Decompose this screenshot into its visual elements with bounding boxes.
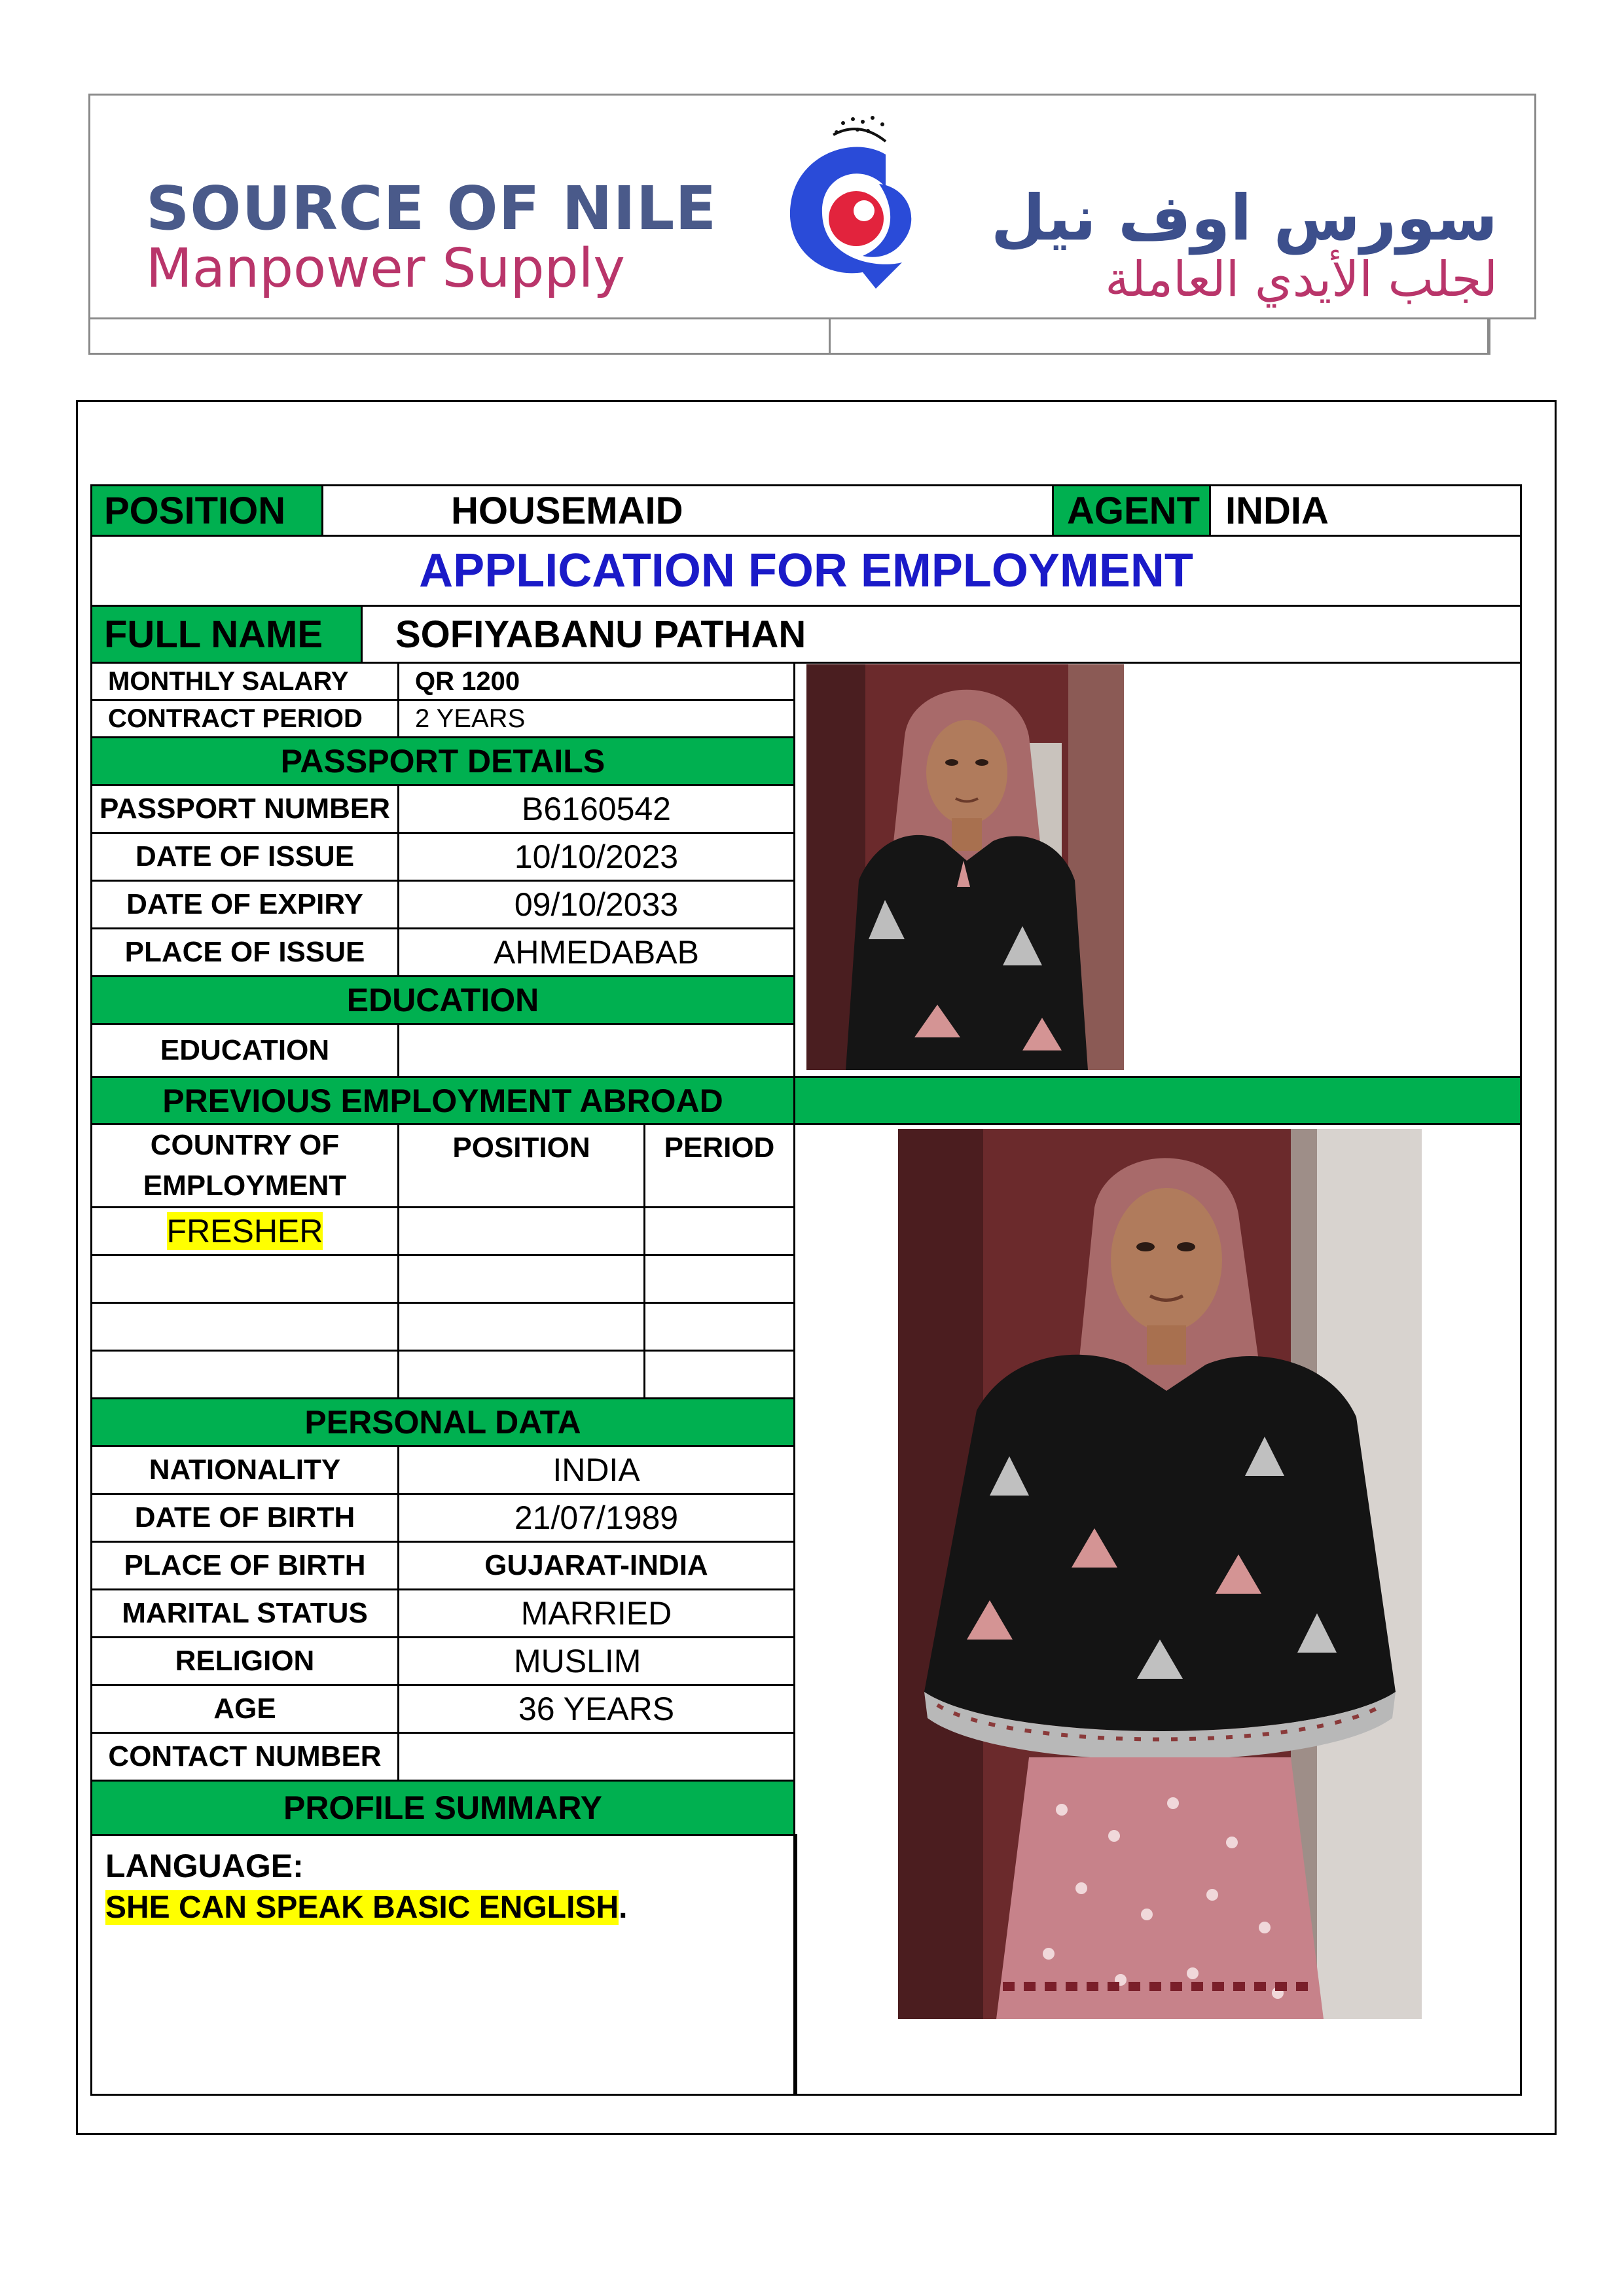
- religion-label: RELIGION: [90, 1636, 399, 1686]
- date-of-issue-label: DATE OF ISSUE: [90, 832, 399, 882]
- age-value: 36 YEARS: [397, 1684, 795, 1734]
- company-name-arabic: [990, 181, 1498, 308]
- nationality-value: INDIA: [397, 1445, 795, 1495]
- marital-status-label: MARITAL STATUS: [90, 1588, 399, 1638]
- full-name-label: FULL NAME: [90, 605, 363, 664]
- country-of-employment-header: [90, 1123, 399, 1208]
- nationality-label: NATIONALITY: [90, 1445, 399, 1495]
- profile-section-header: PROFILE SUMMARY: [90, 1780, 795, 1836]
- language-period: .: [619, 1890, 628, 1925]
- contact-number-value: [397, 1732, 795, 1782]
- date-of-birth-label: DATE OF BIRTH: [90, 1493, 399, 1543]
- contract-period-label: CONTRACT PERIOD: [90, 699, 399, 738]
- place-of-issue-value: AHMEDABAB: [397, 927, 795, 977]
- employment-period-header: PERIOD: [643, 1123, 795, 1208]
- place-of-birth-label: PLACE OF BIRTH: [90, 1541, 399, 1590]
- applicant-portrait-photo: [806, 664, 1124, 1070]
- applicant-full-length-photo: [898, 1129, 1422, 2019]
- contact-number-label: CONTACT NUMBER: [90, 1732, 399, 1782]
- company-name-arabic-line1: سورس اوف نيل: [990, 181, 1498, 255]
- agent-label: AGENT: [1052, 484, 1211, 537]
- language-label: LANGUAGE:: [105, 1848, 304, 1884]
- employment-row-2-position: [397, 1254, 645, 1304]
- profile-summary-box: [90, 1834, 797, 2096]
- company-name-english: [146, 173, 717, 300]
- employment-row-4-country: [90, 1350, 399, 1399]
- monthly-salary-value: QR 1200: [397, 662, 795, 701]
- company-name-line2: Manpower Supply: [146, 237, 625, 300]
- position-label: POSITION: [90, 484, 323, 537]
- company-name-arabic-line2: لجلب الأيدي العاملة: [1105, 251, 1498, 308]
- employment-row-1-position: [397, 1206, 645, 1256]
- full-name-value: SOFIYABANU PATHAN: [361, 605, 1522, 664]
- age-label: AGE: [90, 1684, 399, 1734]
- letterhead-lower-row: [88, 318, 1489, 355]
- language-highlight: SHE CAN SPEAK BASIC ENGLISH: [105, 1890, 619, 1925]
- personal-section-header: PERSONAL DATA: [90, 1397, 795, 1447]
- company-name-line1: SOURCE OF NILE: [146, 173, 717, 243]
- country-header-line2: EMPLOYMENT: [143, 1170, 347, 1202]
- education-label: EDUCATION: [90, 1023, 399, 1078]
- employment-row-4-position: [397, 1350, 645, 1399]
- language-sentence: [105, 1888, 782, 1928]
- marital-status-value: MARRIED: [397, 1588, 795, 1638]
- employment-row-2-country: [90, 1254, 399, 1304]
- employment-row-1-country: [90, 1206, 399, 1256]
- contract-period-value: 2 YEARS: [397, 699, 795, 738]
- date-of-expiry-label: DATE OF EXPIRY: [90, 880, 399, 929]
- employment-row-3-position: [397, 1302, 645, 1352]
- form-title: APPLICATION FOR EMPLOYMENT: [90, 535, 1522, 607]
- place-of-birth-value: GUJARAT-INDIA: [397, 1541, 795, 1590]
- place-of-issue-label: PLACE OF ISSUE: [90, 927, 399, 977]
- passport-number-label: PASSPORT NUMBER: [90, 784, 399, 834]
- employment-position-header: POSITION: [397, 1123, 645, 1208]
- date-of-issue-value: 10/10/2023: [397, 832, 795, 882]
- education-value: [397, 1023, 795, 1078]
- employment-row-3-period: [643, 1302, 795, 1352]
- position-value: HOUSEMAID: [321, 484, 1054, 537]
- employment-row-4-period: [643, 1350, 795, 1399]
- employment-row-1-period: [643, 1206, 795, 1256]
- passport-number-value: B6160542: [397, 784, 795, 834]
- monthly-salary-label: MONTHLY SALARY: [90, 662, 399, 701]
- source-of-nile-logo-icon: [745, 109, 948, 305]
- date-of-expiry-value: 09/10/2033: [397, 880, 795, 929]
- religion-value: MUSLIM: [397, 1636, 795, 1686]
- letterhead-divider: [829, 318, 831, 353]
- country-header-line1: COUNTRY OF: [150, 1129, 340, 1162]
- passport-section-header: PASSPORT DETAILS: [90, 736, 795, 786]
- employment-row-3-country: [90, 1302, 399, 1352]
- date-of-birth-value: 21/07/1989: [397, 1493, 795, 1543]
- employment-row-2-period: [643, 1254, 795, 1304]
- education-section-header: EDUCATION: [90, 975, 795, 1025]
- letterhead: [88, 94, 1536, 319]
- fresher-highlight: FRESHER: [166, 1213, 323, 1249]
- letterhead-edge: [1489, 318, 1490, 355]
- employment-section-header: PREVIOUS EMPLOYMENT ABROAD: [90, 1076, 795, 1125]
- agent-value: INDIA: [1209, 484, 1522, 537]
- right-green-band: [793, 1076, 1522, 1125]
